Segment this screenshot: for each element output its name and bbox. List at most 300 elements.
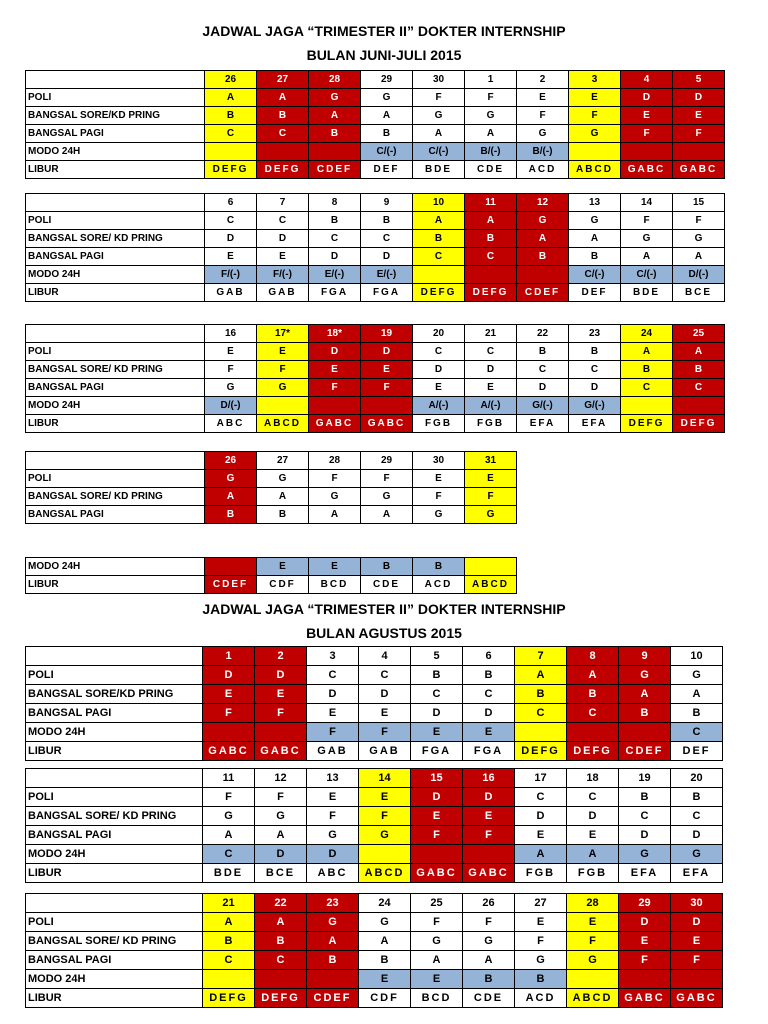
shift-cell: B xyxy=(673,361,725,379)
libur-cell: CDEF xyxy=(517,284,569,302)
row-label: BANGSAL PAGI xyxy=(26,379,205,397)
shift-cell: E xyxy=(309,558,361,576)
shift-cell xyxy=(515,723,567,742)
shift-cell: G xyxy=(205,470,257,488)
shift-cell: D xyxy=(463,788,515,807)
day-header: 26 xyxy=(205,71,257,89)
shift-cell: F xyxy=(307,723,359,742)
shift-cell: A xyxy=(203,913,255,932)
shift-cell: G xyxy=(255,807,307,826)
shift-cell: C xyxy=(413,343,465,361)
row-label: BANGSAL PAGI xyxy=(26,826,203,845)
table-row xyxy=(26,666,723,685)
libur-cell: GABC xyxy=(411,864,463,883)
shift-cell: E/(-) xyxy=(309,266,361,284)
shift-cell: D xyxy=(361,248,413,266)
shift-cell: C xyxy=(567,788,619,807)
libur-cell: FGB xyxy=(567,864,619,883)
libur-cell: ABCD xyxy=(569,161,621,179)
shift-cell: F xyxy=(359,723,411,742)
shift-cell: F xyxy=(359,807,411,826)
shift-cell: B xyxy=(621,361,673,379)
schedule-table-agustus-1 xyxy=(25,646,723,761)
shift-cell: C xyxy=(359,666,411,685)
day-header: 11 xyxy=(203,769,255,788)
corner-cell xyxy=(26,452,205,470)
row-label: BANGSAL PAGI xyxy=(26,704,203,723)
shift-cell: F xyxy=(621,212,673,230)
shift-cell: G xyxy=(517,125,569,143)
shift-cell: A xyxy=(413,125,465,143)
shift-cell: E xyxy=(309,361,361,379)
shift-cell: G xyxy=(515,951,567,970)
row-label: LIBUR xyxy=(26,576,205,594)
shift-cell: F/(-) xyxy=(257,266,309,284)
shift-cell: A xyxy=(619,685,671,704)
shift-cell xyxy=(359,845,411,864)
libur-cell: GABC xyxy=(255,742,307,761)
shift-cell: A/(-) xyxy=(465,397,517,415)
libur-cell: ACD xyxy=(517,161,569,179)
day-header-row xyxy=(26,769,723,788)
shift-cell: F xyxy=(413,488,465,506)
shift-cell xyxy=(567,723,619,742)
libur-cell: ABCD xyxy=(567,989,619,1008)
table-row xyxy=(26,913,723,932)
table-row xyxy=(26,506,517,524)
shift-cell: E xyxy=(203,685,255,704)
shift-cell: D xyxy=(567,807,619,826)
libur-cell: GABC xyxy=(463,864,515,883)
day-header: 8 xyxy=(309,194,361,212)
shift-cell: G xyxy=(203,807,255,826)
shift-cell: G xyxy=(465,506,517,524)
shift-cell: B xyxy=(671,788,723,807)
libur-cell: GAB xyxy=(359,742,411,761)
table-row xyxy=(26,470,517,488)
libur-cell: DEFG xyxy=(465,284,517,302)
table-row xyxy=(26,826,723,845)
shift-cell: C xyxy=(621,379,673,397)
shift-cell: C xyxy=(257,212,309,230)
libur-cell: GABC xyxy=(673,161,725,179)
shift-cell xyxy=(257,397,309,415)
shift-cell: C xyxy=(567,704,619,723)
shift-cell: B xyxy=(257,506,309,524)
shift-cell xyxy=(465,266,517,284)
shift-cell: G/(-) xyxy=(517,397,569,415)
row-label: MODO 24H xyxy=(26,558,205,576)
row-label: POLI xyxy=(26,89,205,107)
table-row xyxy=(26,932,723,951)
libur-cell: ABC xyxy=(205,415,257,433)
day-header: 26 xyxy=(463,894,515,913)
row-label: LIBUR xyxy=(26,989,203,1008)
libur-cell: BCD xyxy=(309,576,361,594)
shift-cell: C xyxy=(203,845,255,864)
shift-cell: E xyxy=(465,379,517,397)
shift-cell: E xyxy=(619,932,671,951)
libur-cell: GABC xyxy=(621,161,673,179)
shift-cell: A xyxy=(359,932,411,951)
libur-cell: BDE xyxy=(203,864,255,883)
shift-cell: B xyxy=(309,212,361,230)
shift-cell: D xyxy=(673,89,725,107)
shift-cell: A xyxy=(515,666,567,685)
day-header: 2 xyxy=(255,647,307,666)
row-label: BANGSAL SORE/ KD PRING xyxy=(26,361,205,379)
shift-cell: D xyxy=(671,913,723,932)
corner-cell xyxy=(26,894,203,913)
libur-cell: ACD xyxy=(515,989,567,1008)
table-row xyxy=(26,230,725,248)
shift-cell: B xyxy=(515,970,567,989)
shift-cell: E xyxy=(307,788,359,807)
libur-cell: FGB xyxy=(515,864,567,883)
shift-cell: F xyxy=(361,379,413,397)
shift-cell: F xyxy=(255,704,307,723)
table-row xyxy=(26,864,723,883)
libur-cell: GAB xyxy=(307,742,359,761)
shift-cell: F xyxy=(621,125,673,143)
libur-cell: GABC xyxy=(619,989,671,1008)
shift-cell: D xyxy=(359,685,411,704)
row-label: POLI xyxy=(26,788,203,807)
shift-cell: A xyxy=(567,845,619,864)
shift-cell: A xyxy=(257,89,309,107)
shift-cell: E/(-) xyxy=(361,266,413,284)
shift-cell: A xyxy=(569,230,621,248)
shift-cell: G xyxy=(517,212,569,230)
libur-cell: BCE xyxy=(673,284,725,302)
row-label: LIBUR xyxy=(26,284,205,302)
shift-cell: B xyxy=(569,248,621,266)
shift-cell: E xyxy=(413,379,465,397)
shift-cell: F xyxy=(257,361,309,379)
shift-cell: E xyxy=(567,826,619,845)
table-row xyxy=(26,704,723,723)
shift-cell: B xyxy=(257,107,309,125)
row-label: POLI xyxy=(26,212,205,230)
shift-cell: D xyxy=(307,685,359,704)
shift-cell: C/(-) xyxy=(413,143,465,161)
day-header: 17* xyxy=(257,325,309,343)
shift-cell: F xyxy=(673,212,725,230)
shift-cell: F xyxy=(203,704,255,723)
shift-cell: A xyxy=(517,230,569,248)
day-header: 28 xyxy=(567,894,619,913)
libur-cell: GABC xyxy=(671,989,723,1008)
shift-cell: B xyxy=(205,107,257,125)
libur-cell: EFA xyxy=(619,864,671,883)
shift-cell: E xyxy=(359,788,411,807)
shift-cell: A xyxy=(567,666,619,685)
shift-cell: B xyxy=(309,125,361,143)
shift-cell: B xyxy=(619,788,671,807)
shift-cell: B xyxy=(205,506,257,524)
shift-cell: D xyxy=(255,845,307,864)
shift-cell: D xyxy=(413,361,465,379)
libur-cell: CDE xyxy=(465,161,517,179)
day-header: 21 xyxy=(465,325,517,343)
shift-cell xyxy=(671,970,723,989)
shift-cell: F xyxy=(465,488,517,506)
shift-cell: C xyxy=(515,704,567,723)
libur-cell: EFA xyxy=(671,864,723,883)
shift-cell xyxy=(619,723,671,742)
shift-cell: E xyxy=(463,807,515,826)
shift-cell: D xyxy=(309,343,361,361)
shift-cell: G xyxy=(205,379,257,397)
schedule-subtitle-agustus: BULAN AGUSTUS 2015 xyxy=(306,625,462,641)
shift-cell xyxy=(307,970,359,989)
shift-cell: A xyxy=(465,212,517,230)
schedule-table-agustus-3 xyxy=(25,893,723,1008)
libur-cell: DEFG xyxy=(255,989,307,1008)
shift-cell: A xyxy=(413,212,465,230)
day-header: 15 xyxy=(673,194,725,212)
shift-cell: F xyxy=(255,788,307,807)
schedule-title-juni: JADWAL JAGA “TRIMESTER II” DOKTER INTERNSHIP xyxy=(202,23,566,39)
schedule-table-agustus-2 xyxy=(25,768,723,883)
shift-cell: C xyxy=(515,788,567,807)
table-row xyxy=(26,845,723,864)
shift-cell: F xyxy=(619,951,671,970)
shift-cell: G xyxy=(567,951,619,970)
shift-cell: A xyxy=(309,506,361,524)
shift-cell: D xyxy=(361,343,413,361)
row-label: BANGSAL SORE/ KD PRING xyxy=(26,807,203,826)
shift-cell: E xyxy=(257,343,309,361)
shift-cell: C xyxy=(257,125,309,143)
shift-cell: G xyxy=(671,666,723,685)
day-header: 25 xyxy=(673,325,725,343)
table-row xyxy=(26,742,723,761)
table-row xyxy=(26,266,725,284)
libur-cell: DEFG xyxy=(205,161,257,179)
shift-cell: F xyxy=(569,107,621,125)
shift-cell: A xyxy=(671,685,723,704)
libur-cell: DEF xyxy=(569,284,621,302)
shift-cell: G xyxy=(463,932,515,951)
shift-cell: G xyxy=(569,125,621,143)
table-row xyxy=(26,488,517,506)
shift-cell: F xyxy=(205,361,257,379)
libur-cell: DEFG xyxy=(621,415,673,433)
shift-cell: G xyxy=(619,845,671,864)
libur-cell: FGA xyxy=(361,284,413,302)
day-header-row xyxy=(26,194,725,212)
libur-cell: CDEF xyxy=(205,576,257,594)
table-row xyxy=(26,89,725,107)
day-header: 29 xyxy=(361,71,413,89)
day-header: 2 xyxy=(517,71,569,89)
shift-cell: G xyxy=(413,107,465,125)
shift-cell: D xyxy=(205,230,257,248)
day-header: 21 xyxy=(203,894,255,913)
shift-cell: F xyxy=(567,932,619,951)
shift-cell: F xyxy=(463,826,515,845)
shift-cell: G xyxy=(569,212,621,230)
day-header: 13 xyxy=(307,769,359,788)
libur-cell: DEFG xyxy=(673,415,725,433)
shift-cell: B xyxy=(463,666,515,685)
shift-cell: A xyxy=(673,248,725,266)
row-label: POLI xyxy=(26,470,205,488)
shift-cell: A xyxy=(257,488,309,506)
shift-cell: G xyxy=(361,488,413,506)
table-row xyxy=(26,107,725,125)
day-header: 24 xyxy=(359,894,411,913)
shift-cell xyxy=(621,397,673,415)
shift-cell xyxy=(257,143,309,161)
shift-cell: A xyxy=(621,343,673,361)
day-header-row xyxy=(26,325,725,343)
corner-cell xyxy=(26,194,205,212)
libur-cell: BDE xyxy=(621,284,673,302)
shift-cell: G xyxy=(619,666,671,685)
day-header: 28 xyxy=(309,452,361,470)
day-header: 23 xyxy=(569,325,621,343)
shift-cell: E xyxy=(465,470,517,488)
libur-cell: ABCD xyxy=(465,576,517,594)
table-row xyxy=(26,951,723,970)
table-row xyxy=(26,415,725,433)
shift-cell: E xyxy=(411,807,463,826)
day-header: 30 xyxy=(413,71,465,89)
shift-cell: F/(-) xyxy=(205,266,257,284)
day-header: 27 xyxy=(515,894,567,913)
shift-cell: F xyxy=(671,951,723,970)
libur-cell: DEFG xyxy=(257,161,309,179)
libur-cell: FGB xyxy=(413,415,465,433)
libur-cell: EFA xyxy=(517,415,569,433)
day-header-row xyxy=(26,71,725,89)
shift-cell: D xyxy=(619,826,671,845)
shift-cell xyxy=(309,143,361,161)
day-header: 13 xyxy=(569,194,621,212)
corner-cell xyxy=(26,647,203,666)
shift-cell: D xyxy=(517,379,569,397)
shift-cell: G xyxy=(309,488,361,506)
day-header-row xyxy=(26,647,723,666)
shift-cell: A/(-) xyxy=(413,397,465,415)
row-label: MODO 24H xyxy=(26,397,205,415)
libur-cell: BDE xyxy=(413,161,465,179)
day-header: 10 xyxy=(413,194,465,212)
shift-cell: G xyxy=(359,913,411,932)
shift-cell: C xyxy=(309,230,361,248)
shift-cell: A xyxy=(255,913,307,932)
libur-cell: GABC xyxy=(361,415,413,433)
shift-cell: C xyxy=(619,807,671,826)
shift-cell: E xyxy=(205,248,257,266)
day-header: 18 xyxy=(567,769,619,788)
shift-cell: B xyxy=(411,666,463,685)
corner-cell xyxy=(26,769,203,788)
shift-cell: B xyxy=(361,558,413,576)
shift-cell xyxy=(465,558,517,576)
shift-cell: E xyxy=(517,89,569,107)
day-header: 5 xyxy=(411,647,463,666)
day-header: 12 xyxy=(517,194,569,212)
row-label: POLI xyxy=(26,343,205,361)
shift-cell: G xyxy=(361,89,413,107)
shift-cell: E xyxy=(359,704,411,723)
shift-cell: A xyxy=(411,951,463,970)
shift-cell: E xyxy=(515,826,567,845)
day-header: 23 xyxy=(307,894,359,913)
shift-cell: B/(-) xyxy=(465,143,517,161)
shift-cell: E xyxy=(361,361,413,379)
table-row xyxy=(26,970,723,989)
shift-cell: B xyxy=(413,230,465,248)
day-header: 18* xyxy=(309,325,361,343)
day-header: 26 xyxy=(205,452,257,470)
shift-cell: B xyxy=(361,125,413,143)
shift-cell: F xyxy=(307,807,359,826)
day-header: 28 xyxy=(309,71,361,89)
day-header: 15 xyxy=(411,769,463,788)
shift-cell: D xyxy=(465,361,517,379)
shift-cell: G xyxy=(307,913,359,932)
libur-cell: GABC xyxy=(203,742,255,761)
day-header: 10 xyxy=(671,647,723,666)
day-header: 9 xyxy=(361,194,413,212)
shift-cell: D xyxy=(257,230,309,248)
shift-cell xyxy=(361,397,413,415)
libur-cell: GAB xyxy=(205,284,257,302)
libur-cell: CDF xyxy=(359,989,411,1008)
schedule-table-juni-2 xyxy=(25,193,725,302)
table-row xyxy=(26,788,723,807)
day-header: 19 xyxy=(361,325,413,343)
table-row xyxy=(26,248,725,266)
shift-cell xyxy=(567,970,619,989)
day-header: 27 xyxy=(257,452,309,470)
shift-cell: G xyxy=(671,845,723,864)
shift-cell: D xyxy=(203,666,255,685)
shift-cell xyxy=(619,970,671,989)
shift-cell: F xyxy=(465,89,517,107)
shift-cell: C/(-) xyxy=(569,266,621,284)
row-label: BANGSAL SORE/ KD PRING xyxy=(26,488,205,506)
schedule-subtitle-juni: BULAN JUNI-JULI 2015 xyxy=(306,47,462,63)
shift-cell: E xyxy=(257,558,309,576)
shift-cell: E xyxy=(255,685,307,704)
shift-cell: C xyxy=(671,723,723,742)
shift-cell: C xyxy=(413,248,465,266)
libur-cell: CDF xyxy=(257,576,309,594)
shift-cell: B xyxy=(361,212,413,230)
libur-cell: EFA xyxy=(569,415,621,433)
shift-cell: D xyxy=(621,89,673,107)
shift-cell: C xyxy=(361,230,413,248)
shift-cell: F xyxy=(411,913,463,932)
shift-cell: B xyxy=(255,932,307,951)
shift-cell: C xyxy=(463,685,515,704)
shift-cell: G xyxy=(309,89,361,107)
corner-cell xyxy=(26,325,205,343)
day-header: 20 xyxy=(413,325,465,343)
libur-cell: ABCD xyxy=(359,864,411,883)
day-header: 5 xyxy=(673,71,725,89)
day-header: 8 xyxy=(567,647,619,666)
day-header: 3 xyxy=(569,71,621,89)
shift-cell: B xyxy=(517,248,569,266)
row-label: BANGSAL PAGI xyxy=(26,506,205,524)
shift-cell: D xyxy=(411,704,463,723)
